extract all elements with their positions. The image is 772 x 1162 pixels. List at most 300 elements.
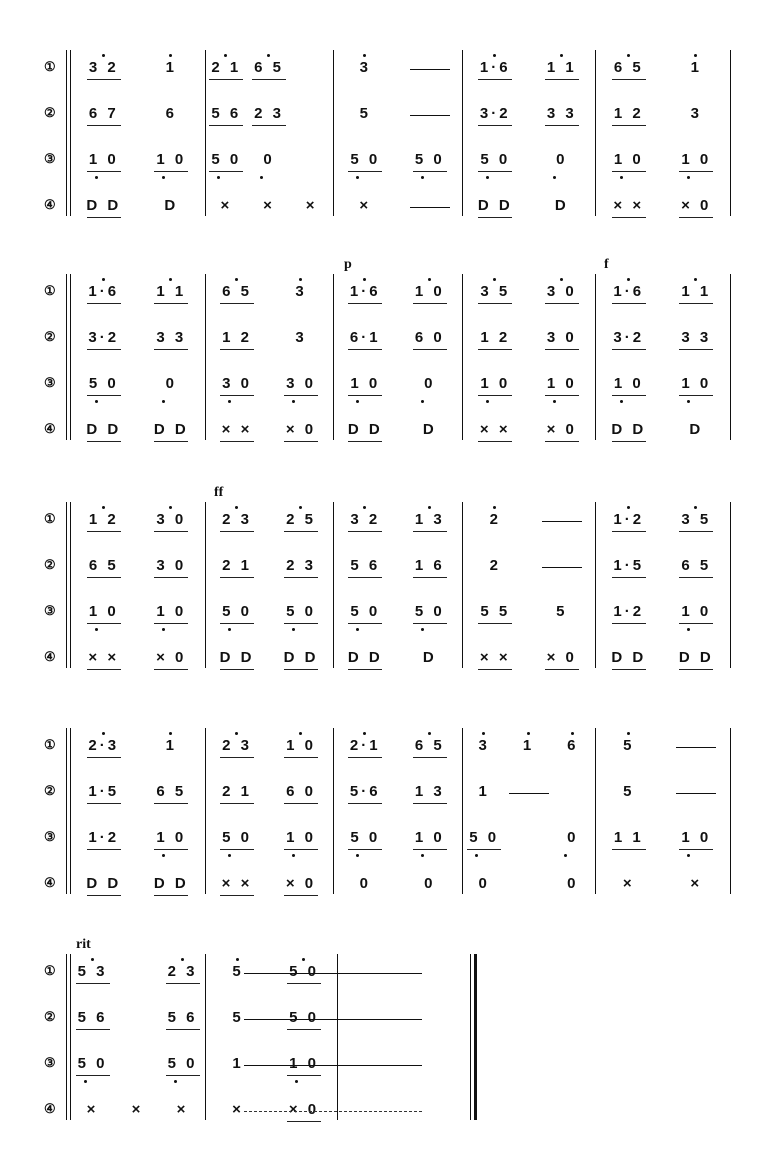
note-group: 2 bbox=[489, 557, 501, 574]
rhythm-underline bbox=[478, 303, 512, 304]
note-group: 1 0 bbox=[681, 603, 712, 620]
note-group: 1 0 bbox=[88, 151, 119, 168]
octave-dot bbox=[527, 732, 530, 735]
rhythm-underline bbox=[166, 1029, 200, 1030]
note-group: 1 0 bbox=[350, 375, 381, 392]
note-group: D D bbox=[86, 875, 122, 892]
note-group: 1 0 bbox=[289, 1055, 319, 1072]
rhythm-underline bbox=[545, 395, 579, 396]
octave-dot bbox=[486, 400, 489, 403]
barline bbox=[595, 728, 596, 894]
note-group: 0 bbox=[567, 875, 579, 892]
octave-dot bbox=[95, 628, 98, 631]
rhythm-underline bbox=[87, 757, 121, 758]
note-group: 1 bbox=[165, 737, 177, 754]
note-group: 2 3 bbox=[222, 737, 252, 754]
note-group: × 0 bbox=[288, 1101, 320, 1118]
rhythm-underline bbox=[348, 303, 382, 304]
barline bbox=[462, 502, 463, 668]
rhythm-underline bbox=[284, 757, 318, 758]
note-group: × bbox=[220, 197, 233, 214]
tempo-dynamic-mark: rit bbox=[76, 937, 91, 952]
rhythm-underline bbox=[220, 441, 254, 442]
octave-dot bbox=[102, 54, 105, 57]
barline-start bbox=[66, 50, 67, 216]
note-group: 1 6 bbox=[414, 557, 445, 574]
note-group: 5 0 bbox=[414, 603, 445, 620]
rhythm-underline bbox=[284, 849, 318, 850]
barline bbox=[333, 50, 334, 216]
note-group: 5 0 bbox=[350, 603, 381, 620]
note-group: × bbox=[131, 1101, 144, 1118]
rhythm-underline bbox=[413, 577, 447, 578]
rhythm-underline bbox=[679, 577, 713, 578]
note-group: 2 1 bbox=[222, 557, 252, 574]
staff-label: ③ bbox=[44, 152, 56, 167]
sustain-dash bbox=[410, 115, 450, 116]
rhythm-underline bbox=[220, 757, 254, 758]
note-group: 6 0 bbox=[414, 329, 445, 346]
octave-dot bbox=[421, 628, 424, 631]
dotted-sustain bbox=[244, 1111, 422, 1112]
rhythm-underline bbox=[87, 441, 121, 442]
note-group: 1 bbox=[165, 59, 177, 76]
note-group: 5 bbox=[623, 737, 635, 754]
rhythm-underline bbox=[348, 171, 382, 172]
octave-dot bbox=[95, 400, 98, 403]
rhythm-underline bbox=[348, 349, 382, 350]
note-group: D bbox=[164, 197, 179, 214]
note-group: 5 0 bbox=[167, 1055, 198, 1072]
octave-dot bbox=[169, 506, 172, 509]
tempo-dynamic-mark: ff bbox=[214, 485, 224, 500]
octave-dot bbox=[553, 400, 556, 403]
rhythm-underline bbox=[679, 395, 713, 396]
note-group: × bbox=[232, 1101, 244, 1118]
note-group: × × bbox=[221, 421, 253, 438]
note-group: D D bbox=[153, 875, 189, 892]
note-group: 2 3 bbox=[222, 511, 252, 528]
note-group: 0 bbox=[478, 875, 490, 892]
note-group: 1 2 bbox=[88, 511, 119, 528]
octave-dot bbox=[356, 628, 359, 631]
rhythm-underline bbox=[87, 669, 121, 670]
barline-start bbox=[66, 954, 67, 1120]
rhythm-underline bbox=[467, 849, 501, 850]
rhythm-underline bbox=[545, 79, 579, 80]
rhythm-underline bbox=[284, 531, 318, 532]
rhythm-underline bbox=[209, 171, 243, 172]
barline bbox=[70, 50, 71, 216]
staff-label: ① bbox=[44, 60, 56, 75]
rhythm-underline bbox=[284, 441, 318, 442]
rhythm-underline bbox=[348, 757, 382, 758]
rhythm-underline bbox=[87, 395, 121, 396]
octave-dot bbox=[421, 400, 424, 403]
barline bbox=[730, 728, 731, 894]
octave-dot bbox=[235, 732, 238, 735]
rhythm-underline bbox=[348, 395, 382, 396]
rhythm-underline bbox=[87, 849, 121, 850]
note-group: 5 bbox=[623, 783, 635, 800]
rhythm-underline bbox=[284, 895, 318, 896]
note-group: 3 bbox=[690, 105, 702, 122]
note-group: 3 2 bbox=[350, 511, 381, 528]
octave-dot bbox=[299, 278, 302, 281]
note-group: 1 1 bbox=[546, 59, 577, 76]
barline-start bbox=[66, 274, 67, 440]
rhythm-underline bbox=[154, 349, 188, 350]
note-group: 1 bbox=[478, 783, 490, 800]
note-group: D D bbox=[611, 421, 647, 438]
octave-dot bbox=[553, 176, 556, 179]
octave-dot bbox=[421, 176, 424, 179]
rhythm-underline bbox=[154, 895, 188, 896]
octave-dot bbox=[292, 400, 295, 403]
rhythm-underline bbox=[287, 1029, 321, 1030]
note-group: 3·2 bbox=[479, 105, 511, 122]
note-group: D D bbox=[678, 649, 714, 666]
barline bbox=[462, 728, 463, 894]
note-group: × 0 bbox=[156, 649, 187, 666]
barline bbox=[205, 728, 206, 894]
note-group: 0 bbox=[359, 875, 371, 892]
note-group: D D bbox=[611, 649, 647, 666]
note-group: 1 bbox=[690, 59, 702, 76]
note-group: 5 0 bbox=[222, 603, 252, 620]
octave-dot bbox=[687, 628, 690, 631]
rhythm-underline bbox=[413, 171, 447, 172]
rhythm-underline bbox=[220, 895, 254, 896]
rhythm-underline bbox=[478, 349, 512, 350]
octave-dot bbox=[181, 958, 184, 961]
note-group: 5 6 bbox=[77, 1009, 108, 1026]
note-group: 5 bbox=[232, 1009, 244, 1026]
note-group: 1 1 bbox=[681, 283, 712, 300]
barline bbox=[337, 954, 338, 1120]
note-group: 1 1 bbox=[156, 283, 187, 300]
rhythm-underline bbox=[284, 577, 318, 578]
rhythm-underline bbox=[348, 803, 382, 804]
staff-label: ④ bbox=[44, 650, 56, 665]
note-group: 2 bbox=[489, 511, 501, 528]
octave-dot bbox=[363, 732, 366, 735]
note-group: 1·6 bbox=[613, 283, 645, 300]
rhythm-underline bbox=[348, 849, 382, 850]
note-group: 1 0 bbox=[681, 829, 712, 846]
rhythm-underline bbox=[76, 1029, 110, 1030]
note-group: 5 0 bbox=[286, 603, 316, 620]
note-group: 2 3 bbox=[286, 557, 316, 574]
note-group: 5 0 bbox=[211, 151, 242, 168]
octave-dot bbox=[162, 854, 165, 857]
octave-dot bbox=[217, 176, 220, 179]
rhythm-underline bbox=[413, 849, 447, 850]
note-group: × 0 bbox=[546, 421, 577, 438]
rhythm-underline bbox=[220, 803, 254, 804]
sustain-line bbox=[244, 973, 422, 974]
rhythm-underline bbox=[166, 983, 200, 984]
octave-dot bbox=[356, 400, 359, 403]
sustain-dash bbox=[542, 567, 582, 568]
note-group: × 0 bbox=[681, 197, 712, 214]
note-group: 1 0 bbox=[414, 829, 445, 846]
note-group: 1·6 bbox=[88, 283, 120, 300]
octave-dot bbox=[302, 958, 305, 961]
rhythm-underline bbox=[478, 441, 512, 442]
rhythm-underline bbox=[612, 303, 646, 304]
note-group: 5 0 bbox=[414, 151, 445, 168]
note-group: 3 0 bbox=[156, 511, 187, 528]
barline bbox=[595, 274, 596, 440]
note-group: 6 bbox=[165, 105, 177, 122]
octave-dot bbox=[224, 54, 227, 57]
octave-dot bbox=[95, 176, 98, 179]
note-group: 1 0 bbox=[613, 375, 644, 392]
note-group: D D bbox=[153, 421, 189, 438]
sustain-dash bbox=[509, 793, 549, 794]
rhythm-underline bbox=[612, 217, 646, 218]
octave-dot bbox=[627, 732, 630, 735]
note-group: 3 5 bbox=[480, 283, 511, 300]
note-group: 1 0 bbox=[613, 151, 644, 168]
rhythm-underline bbox=[545, 441, 579, 442]
rhythm-underline bbox=[220, 577, 254, 578]
note-group: 1·6 bbox=[479, 59, 511, 76]
note-group: D D bbox=[219, 649, 255, 666]
note-group: D D bbox=[477, 197, 513, 214]
rhythm-underline bbox=[284, 623, 318, 624]
note-group: × 0 bbox=[285, 421, 317, 438]
barline bbox=[730, 502, 731, 668]
rhythm-underline bbox=[612, 125, 646, 126]
octave-dot bbox=[627, 506, 630, 509]
rhythm-underline bbox=[612, 669, 646, 670]
rhythm-underline bbox=[87, 895, 121, 896]
octave-dot bbox=[627, 54, 630, 57]
rhythm-underline bbox=[220, 531, 254, 532]
note-group: 3 3 bbox=[546, 105, 577, 122]
rhythm-underline bbox=[612, 577, 646, 578]
note-group: D bbox=[554, 197, 569, 214]
octave-dot bbox=[295, 1080, 298, 1083]
octave-dot bbox=[356, 176, 359, 179]
rhythm-underline bbox=[478, 125, 512, 126]
octave-dot bbox=[482, 732, 485, 735]
staff-label: ② bbox=[44, 330, 56, 345]
rhythm-underline bbox=[348, 531, 382, 532]
note-group: 5 0 bbox=[77, 1055, 108, 1072]
note-group: 5 0 bbox=[480, 151, 511, 168]
barline bbox=[333, 728, 334, 894]
note-group: 2 3 bbox=[254, 105, 284, 122]
note-group: 1·2 bbox=[613, 603, 645, 620]
rhythm-underline bbox=[612, 441, 646, 442]
note-group: 3 2 bbox=[88, 59, 119, 76]
note-group: 5 0 bbox=[289, 1009, 319, 1026]
rhythm-underline bbox=[252, 125, 286, 126]
octave-dot bbox=[260, 176, 263, 179]
rhythm-underline bbox=[478, 623, 512, 624]
rhythm-underline bbox=[478, 395, 512, 396]
note-group: 6 5 bbox=[681, 557, 712, 574]
note-group: 3 0 bbox=[546, 283, 577, 300]
note-group: 1 0 bbox=[681, 151, 712, 168]
staff-label: ① bbox=[44, 512, 56, 527]
note-group: 6 5 bbox=[222, 283, 252, 300]
octave-dot bbox=[292, 854, 295, 857]
octave-dot bbox=[299, 732, 302, 735]
note-group: 1 0 bbox=[88, 603, 119, 620]
rhythm-underline bbox=[87, 303, 121, 304]
note-group: 5 0 bbox=[469, 829, 500, 846]
octave-dot bbox=[687, 400, 690, 403]
note-group: 2 3 bbox=[167, 963, 198, 980]
note-group: D D bbox=[283, 649, 319, 666]
note-group: 5 5 bbox=[480, 603, 511, 620]
rhythm-underline bbox=[87, 171, 121, 172]
note-group: 1 0 bbox=[156, 829, 187, 846]
octave-dot bbox=[694, 278, 697, 281]
barline bbox=[595, 50, 596, 216]
rhythm-underline bbox=[154, 171, 188, 172]
dynamic-mark: p bbox=[344, 257, 352, 272]
rhythm-underline bbox=[209, 79, 243, 80]
octave-dot bbox=[162, 628, 165, 631]
note-group: 5 6 bbox=[211, 105, 242, 122]
rhythm-underline bbox=[348, 577, 382, 578]
octave-dot bbox=[91, 958, 94, 961]
note-group: × × bbox=[479, 649, 511, 666]
octave-dot bbox=[356, 854, 359, 857]
barline bbox=[333, 502, 334, 668]
note-group: 6 0 bbox=[286, 783, 316, 800]
rhythm-underline bbox=[413, 349, 447, 350]
note-group: 1 0 bbox=[546, 375, 577, 392]
note-group: 2·1 bbox=[349, 737, 381, 754]
sustain-dash bbox=[410, 207, 450, 208]
note-group: × 0 bbox=[285, 875, 317, 892]
note-group: 1 0 bbox=[480, 375, 511, 392]
rhythm-underline bbox=[478, 79, 512, 80]
note-group: × × bbox=[479, 421, 511, 438]
staff-label: ④ bbox=[44, 422, 56, 437]
octave-dot bbox=[162, 176, 165, 179]
note-group: 3 bbox=[359, 59, 371, 76]
note-group: 1 0 bbox=[156, 151, 187, 168]
note-group: 5 bbox=[556, 603, 568, 620]
rhythm-underline bbox=[679, 669, 713, 670]
rhythm-underline bbox=[154, 669, 188, 670]
barline bbox=[70, 502, 71, 668]
staff-label: ③ bbox=[44, 830, 56, 845]
rhythm-underline bbox=[478, 217, 512, 218]
octave-dot bbox=[687, 854, 690, 857]
staff-label: ④ bbox=[44, 876, 56, 891]
rhythm-underline bbox=[154, 441, 188, 442]
barline bbox=[462, 274, 463, 440]
note-group: 1·2 bbox=[88, 829, 120, 846]
rhythm-underline bbox=[220, 303, 254, 304]
octave-dot bbox=[228, 854, 231, 857]
note-group: 5 6 bbox=[350, 557, 381, 574]
sustain-dash bbox=[410, 69, 450, 70]
rhythm-underline bbox=[679, 217, 713, 218]
barline bbox=[205, 274, 206, 440]
staff-label: ② bbox=[44, 558, 56, 573]
note-group: 5 3 bbox=[77, 963, 108, 980]
octave-dot bbox=[228, 628, 231, 631]
note-group: 1 3 bbox=[414, 783, 445, 800]
octave-dot bbox=[363, 506, 366, 509]
note-group: 1 bbox=[232, 1055, 244, 1072]
octave-dot bbox=[102, 732, 105, 735]
note-group: 3·2 bbox=[88, 329, 120, 346]
note-group: 3 0 bbox=[222, 375, 252, 392]
rhythm-underline bbox=[252, 79, 286, 80]
octave-dot bbox=[694, 506, 697, 509]
note-group: 3 3 bbox=[156, 329, 187, 346]
note-group: 2·3 bbox=[88, 737, 120, 754]
rhythm-underline bbox=[679, 849, 713, 850]
dynamic-mark: f bbox=[604, 257, 609, 272]
note-group: 5 bbox=[232, 963, 244, 980]
note-group: 1 bbox=[522, 737, 535, 754]
octave-dot bbox=[486, 176, 489, 179]
rhythm-underline bbox=[154, 623, 188, 624]
note-group: 3 bbox=[478, 737, 490, 754]
octave-dot bbox=[174, 1080, 177, 1083]
octave-dot bbox=[620, 400, 623, 403]
note-group: × bbox=[263, 197, 275, 214]
rhythm-underline bbox=[413, 757, 447, 758]
octave-dot bbox=[687, 176, 690, 179]
note-group: 5 bbox=[359, 105, 371, 122]
barline bbox=[70, 728, 71, 894]
note-group: 6 5 bbox=[613, 59, 644, 76]
rhythm-underline bbox=[478, 669, 512, 670]
note-group: 1 2 bbox=[480, 329, 511, 346]
note-group: D bbox=[422, 649, 437, 666]
rhythm-underline bbox=[154, 577, 188, 578]
barline bbox=[205, 954, 206, 1120]
rhythm-underline bbox=[679, 171, 713, 172]
rhythm-underline bbox=[612, 531, 646, 532]
octave-dot bbox=[493, 278, 496, 281]
note-group: 5 6 bbox=[167, 1009, 198, 1026]
note-group: 1·5 bbox=[613, 557, 645, 574]
barline bbox=[730, 50, 731, 216]
octave-dot bbox=[564, 854, 567, 857]
note-group: 0 bbox=[567, 829, 579, 846]
note-group: 5·6 bbox=[349, 783, 381, 800]
rhythm-underline bbox=[87, 577, 121, 578]
octave-dot bbox=[363, 278, 366, 281]
rhythm-underline bbox=[76, 983, 110, 984]
note-group: 0 bbox=[165, 375, 177, 392]
note-group: 0 bbox=[556, 151, 568, 168]
note-group: 1 0 bbox=[156, 603, 187, 620]
note-group: 5 0 bbox=[350, 151, 381, 168]
note-group: 6 5 bbox=[254, 59, 284, 76]
staff-label: ① bbox=[44, 284, 56, 299]
rhythm-underline bbox=[612, 349, 646, 350]
octave-dot bbox=[169, 54, 172, 57]
note-group: × × bbox=[613, 197, 645, 214]
octave-dot bbox=[236, 958, 239, 961]
note-group: D D bbox=[347, 649, 383, 666]
note-group: 6 5 bbox=[88, 557, 119, 574]
